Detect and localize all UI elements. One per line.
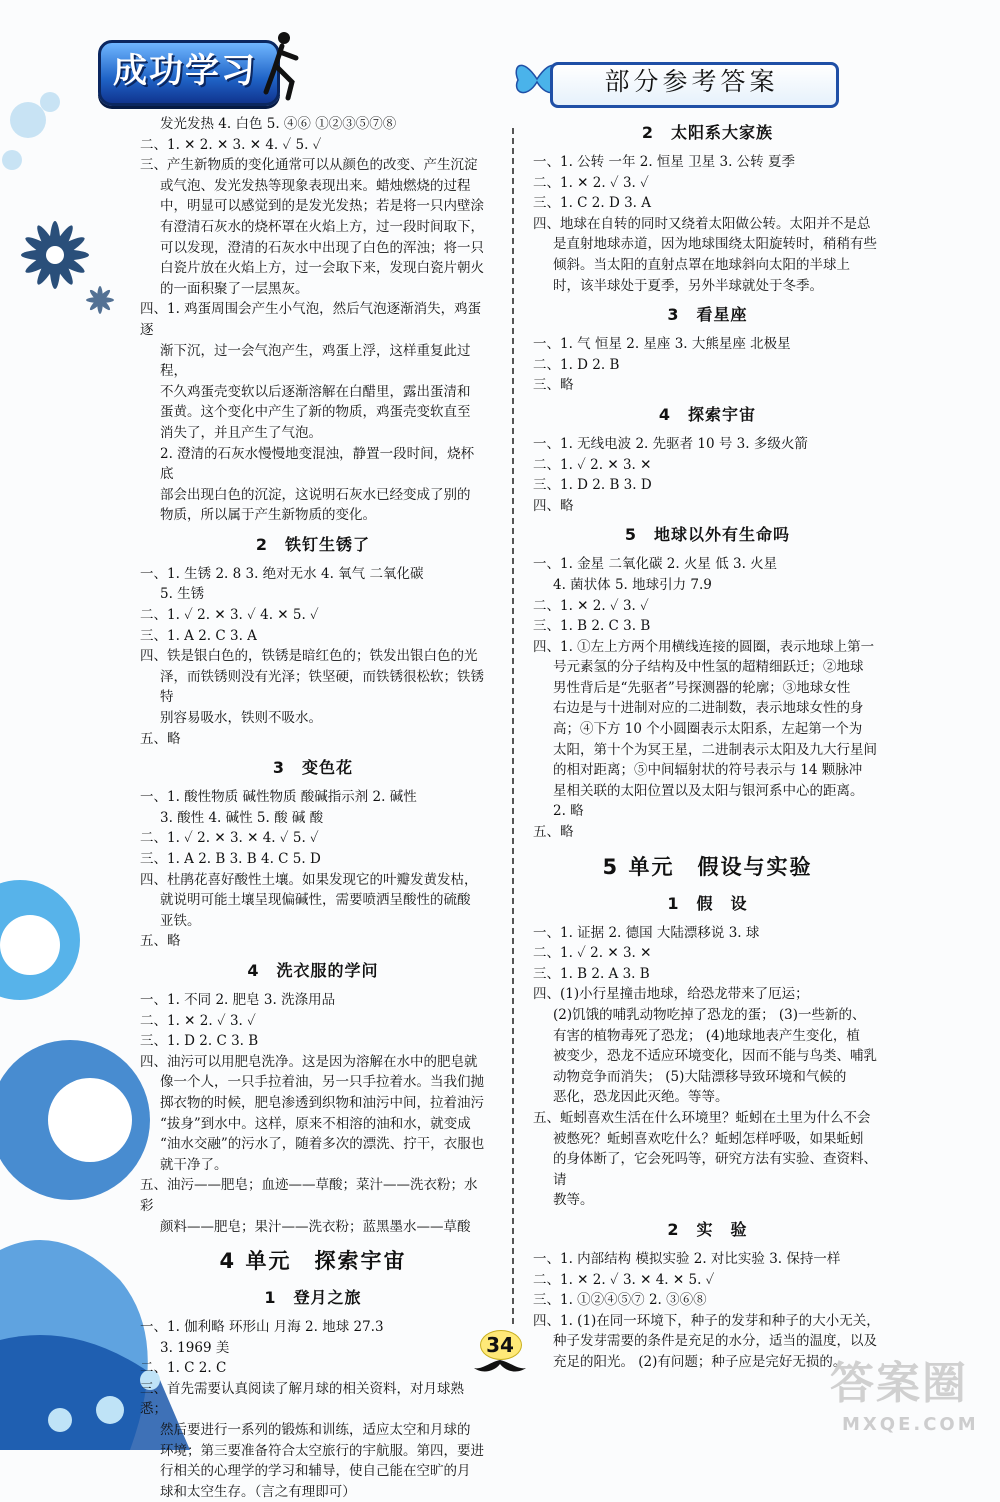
- answer-line: 三、略: [533, 377, 574, 394]
- answer-line: 二、1. ✕ 2. ✕ 3. ✕ 4. ✓ 5. ✓: [140, 136, 322, 153]
- answer-line: 部会出现白色的沉淀，这说明石灰水已经变成了别的: [160, 486, 471, 503]
- answer-line: 三、1. ①②④⑤⑦ 2. ③⑥⑧: [533, 1292, 707, 1309]
- answer-line: 五、略: [533, 824, 574, 841]
- answer-line: 三、1. D 2. C 3. B: [140, 1033, 259, 1050]
- answer-line: 太阳，第十个为冥王星，二进制表示太阳及九大行星间: [553, 741, 877, 758]
- answer-line: 四、油污可以用肥皂洗净。这是因为溶解在水中的肥皂就: [140, 1053, 478, 1070]
- answer-line: 动物竞争而消失； (5)大陆漂移导致环境和气候的: [553, 1068, 847, 1085]
- answer-line: 是直射地球赤道，因为地球围绕太阳旋转时，稍稍有些: [553, 236, 877, 253]
- answer-line: 一、1. 酸性物质 碱性物质 酸碱指示剂 2. 碱性: [140, 789, 417, 806]
- answer-line: 二、1. ✓ 2. ✕ 3. ✕: [533, 456, 652, 473]
- answer-line: 3. 1969 美: [160, 1339, 230, 1356]
- answer-line: 四、1. (1)在同一环境下，种子的发芽和种子的大小无关，: [533, 1312, 880, 1329]
- answer-line: 五、油污——肥皂；血迹——草酸；菜汁——洗衣粉；水彩: [140, 1177, 478, 1214]
- rusting-nail-answers: [140, 564, 486, 749]
- page-title: 部分参考答案: [604, 67, 779, 96]
- answer-line: 被变少，恐龙不适应环境变化，因而不能与鸟类、哺乳: [553, 1048, 877, 1065]
- answer-line: 3. 酸性 4. 碱性 5. 酸 碱 酸: [160, 809, 324, 826]
- answer-line: 男性背后是“先驱者”号探测器的轮廓；③地球女性: [553, 679, 851, 696]
- answer-line: 发光发热 4. 白色 5. ④⑥ ①②③⑤⑦⑧: [160, 116, 397, 132]
- answer-line: 的一面积聚了一层黑灰。: [160, 280, 309, 297]
- experiment-answers: [533, 1249, 882, 1373]
- answer-line: (2)饥饿的哺乳动物吃掉了恐龙的蛋； (3)一些新的、: [553, 1007, 866, 1023]
- answer-line: 2. 略: [553, 803, 584, 820]
- leaf-ornament-icon: [472, 1356, 528, 1376]
- section-title-solar-system: 2 太阳系大家族: [641, 123, 774, 142]
- answer-line: 白瓷片放在火焰上方，过一会取下来，发现白瓷片朝火: [160, 260, 484, 277]
- answer-line: 一、1. 公转 一年 2. 恒星 卫星 3. 公转 夏季: [533, 154, 795, 170]
- answer-line: 就干净了。: [160, 1156, 228, 1173]
- answer-line: 一、1. 证据 2. 德国 大陆漂移说 3. 球: [533, 924, 760, 941]
- unit-title-explore-universe: 4 单元 探索宇宙: [219, 1249, 407, 1274]
- answer-line: “拔身”到水中。这样，原来不相溶的油和水，就变成: [160, 1115, 471, 1132]
- answer-line: 一、1. 无线电波 2. 先驱者 10 号 3. 多级火箭: [533, 435, 808, 452]
- answer-line: “油水交融”的污水了，随着多次的漂洗、拧干，衣服也: [160, 1136, 485, 1153]
- answer-line: 不久鸡蛋壳变软以后逐渐溶解在白醋里，露出蛋清和: [160, 383, 471, 400]
- answer-line: 四、1. ①左上方两个用横线连接的圆圈，表示地球上第一: [533, 638, 875, 655]
- answer-line: 2. 澄清的石灰水慢慢地变混浊，静置一段时间，烧杯底: [160, 445, 475, 483]
- answer-line: 四、略: [533, 497, 574, 514]
- answer-line: 掷衣物的时候，肥皂渗透到织物和油污中间，拉着油污: [160, 1094, 484, 1111]
- answer-line: 二、1. ✕ 2. ✓ 3. ✓: [140, 1012, 256, 1029]
- answer-line: 别容易吸水，铁则不吸水。: [160, 710, 322, 727]
- left-column: [140, 114, 486, 1502]
- answer-line: 三、产生新物质的变化通常可以从颜色的改变、产生沉淀: [140, 157, 478, 174]
- constellations-answers: [533, 334, 882, 396]
- answer-line: 环境；第三要准备符合太空旅行的宇航服。第四，要进: [160, 1442, 484, 1459]
- answer-line: 高；④下方 10 个小圆圈表示太阳系，左起第一个为: [553, 721, 863, 738]
- column-divider: [512, 128, 514, 1324]
- section-title-experiment: 2 实 验: [667, 1219, 748, 1239]
- left-intro-block: [140, 114, 486, 526]
- answer-line: 四、杜鹃花喜好酸性土壤。如果发现它的叶瓣发黄发枯，: [140, 871, 478, 888]
- answer-line: 物质，所以属于产生新物质的变化。: [160, 507, 376, 524]
- answer-line: 恶化，恐龙因此灭绝。等等。: [553, 1089, 729, 1106]
- section-title-life-beyond-earth: 5 地球以外有生命吗: [624, 525, 791, 545]
- answer-line: 倾斜。当太阳的直射点罩在地球斜向太阳的半球上: [553, 256, 850, 273]
- answer-line: 渐下沉，过一会气泡产生，鸡蛋上浮，这样重复此过程，: [160, 342, 471, 380]
- flower-decoration-icon: [0, 80, 130, 340]
- section-title-laundry: 4 洗衣服的学问: [247, 960, 379, 980]
- answer-line: 号元素氢的分子结构及中性氢的超精细跃迁；②地球: [553, 659, 864, 676]
- answer-line: 消失了，并且产生了气泡。: [160, 424, 322, 441]
- laundry-answers: [140, 990, 486, 1237]
- answer-line: 或气泡、发光发热等现象表现出来。蜡烛燃烧的过程: [160, 177, 471, 194]
- answer-line: 可以发现，澄清的石灰水中出现了白色的浑浊；将一只: [160, 239, 484, 256]
- answer-line: 右边是与十进制对应的二进制数，表示地球女性的身: [553, 700, 864, 717]
- answer-line: 一、1. 不同 2. 肥皂 3. 洗涤用品: [140, 991, 336, 1008]
- answer-line: 被憋死？蚯蚓喜欢吃什么？蚯蚓怎样呼吸，如果蚯蚓: [553, 1130, 864, 1147]
- answer-line: 五、略: [140, 933, 181, 950]
- watermark-site: MXQE.COM: [842, 1414, 979, 1435]
- answer-line: 二、1. ✕ 2. ✓ 3. ✓: [533, 174, 649, 191]
- answer-line: 四、铁是银白色的，铁锈是暗红色的；铁发出银白色的光: [140, 648, 478, 665]
- answer-line: 种子发芽需要的条件是充足的水分，适当的温度，以及: [553, 1333, 877, 1350]
- answer-line: 三、1. A 2. B 3. B 4. C 5. D: [140, 851, 321, 867]
- answer-line: 时，该半球处于夏季，另外半球就处于冬季。: [553, 277, 823, 294]
- answer-line: 的身体断了，它会死吗等，研究方法有实验、查资料、请: [553, 1151, 877, 1188]
- answer-line: 五、略: [140, 730, 181, 747]
- answer-line: 球和太空生存。（言之有理即可）: [160, 1483, 356, 1500]
- answer-line: 二、1. ✓ 2. ✕ 3. ✓ 4. ✕ 5. ✓: [140, 607, 319, 624]
- watermark-logo: 答案圈: [830, 1358, 968, 1409]
- answer-line: 教等。: [553, 1192, 594, 1209]
- answer-line: 二、1. ✓ 2. ✕ 3. ✕ 4. ✓ 5. ✓: [140, 830, 319, 847]
- answer-line: 充足的阳光。 (2)有问题；种子应是完好无损的。: [553, 1353, 847, 1370]
- answer-line: 有澄清石灰水的烧杯罩在火焰上方，过一段时间取下，: [160, 218, 484, 235]
- answer-line: 一、1. 伽利略 环形山 月海 2. 地球 27.3: [140, 1319, 384, 1336]
- page-number: 34: [486, 1333, 514, 1357]
- answer-line: 三、1. B 2. A 3. B: [533, 965, 650, 982]
- section-title-moon-trip: 1 登月之旅: [264, 1288, 362, 1308]
- answer-line: 的相对距离；⑤中间辐射状的符号表示与 14 颗脉冲: [553, 762, 863, 779]
- answer-line: 中，明显可以感觉到的是发光发热；若是将一只内壁涂: [160, 198, 484, 215]
- answer-line: 蛋黄。这个变化中产生了新的物质，鸡蛋壳变软直至: [160, 404, 471, 421]
- answer-line: 四、地球在自转的同时又绕着太阳做公转。太阳并不是总: [533, 215, 871, 232]
- section-title-hypothesis: 1 假 设: [667, 893, 748, 913]
- answer-line: 有害的植物毒死了恐龙； (4)地球地表产生变化，植: [553, 1027, 860, 1044]
- answer-line: 亚铁。: [160, 912, 201, 929]
- answer-line: 5. 生锈: [160, 586, 205, 603]
- color-flower-answers: [140, 787, 486, 952]
- unit-title-hypothesis-experiment: 5 单元 假设与实验: [602, 854, 813, 879]
- answer-line: 一、1. 生锈 2. 8 3. 绝对无水 4. 氧气 二氧化碳: [140, 565, 424, 582]
- answer-line: 行相关的心理学的学习和辅导，使自己能在空旷的月: [160, 1463, 471, 1480]
- answer-line: 四、(1)小行星撞击地球，给恐龙带来了厄运；: [533, 986, 809, 1003]
- answer-line: 三、1. A 2. C 3. A: [140, 627, 257, 644]
- answer-line: 泽，而铁锈则没有光泽；铁坚硬，而铁锈很松软；铁锈特: [160, 668, 484, 706]
- solar-system-answers: [533, 152, 882, 296]
- answer-line: 就说明可能土壤呈现偏碱性，需要喷洒呈酸性的硫酸: [160, 892, 471, 909]
- answer-line: 像一个人，一只手拉着油，另一只手拉着水。当我们抛: [160, 1074, 484, 1091]
- section-title-constellations: 3 看星座: [667, 305, 748, 325]
- section-title-explore-universe: 4 探索宇宙: [658, 404, 757, 424]
- answer-line: 然后要进行一系列的锻炼和训练，适应太空和月球的: [160, 1422, 471, 1439]
- answer-line: 二、1. D 2. B: [533, 356, 620, 373]
- answer-line: 五、蚯蚓喜欢生活在什么环境里？蚯蚓在土里为什么不会: [533, 1109, 871, 1126]
- answer-line: 三、1. B 2. C 3. B: [533, 618, 651, 635]
- moon-trip-answers: [140, 1317, 486, 1502]
- right-column: [533, 114, 882, 1373]
- answer-line: 一、1. 气 恒星 2. 星座 3. 大熊星座 北极星: [533, 336, 791, 353]
- answer-line: 4. 菌状体 5. 地球引力 7.9: [553, 576, 712, 593]
- answer-line: 二、1. C 2. C: [140, 1360, 227, 1377]
- explore-universe-answers: [533, 434, 882, 516]
- hypothesis-answers: [533, 923, 882, 1211]
- answer-line: 颜料——肥皂；果汁——洗衣粉；蓝黑墨水——草酸: [160, 1218, 471, 1235]
- answer-line: 一、1. 金星 二氧化碳 2. 火星 低 3. 火星: [533, 556, 778, 573]
- answer-line: 三、1. D 2. B 3. D: [533, 477, 652, 494]
- answer-line: 二、1. ✕ 2. ✓ 3. ✕ 4. ✕ 5. ✓: [533, 1271, 715, 1288]
- brand-title: 成功学习: [113, 51, 257, 91]
- answer-line: 二、1. ✕ 2. ✓ 3. ✓: [533, 597, 649, 614]
- answer-line: 三、首先需要认真阅读了解月球的相关资料，对月球熟悉；: [140, 1380, 464, 1418]
- answer-line: 一、1. 内部结构 模拟实验 2. 对比实验 3. 保持一样: [533, 1250, 841, 1267]
- life-beyond-earth-answers: [533, 554, 882, 842]
- answer-line: 三、1. C 2. D 3. A: [533, 195, 651, 212]
- section-title-rusting-nail: 2 铁钉生锈了: [255, 534, 371, 554]
- answer-line: 二、1. ✓ 2. ✕ 3. ✕: [533, 945, 652, 962]
- runner-silhouette-icon: [262, 30, 302, 100]
- answer-line: 四、1. 鸡蛋周围会产生小气泡，然后气泡逐渐消失，鸡蛋逐: [140, 301, 482, 338]
- section-title-color-flower: 3 变色花: [272, 758, 354, 778]
- answer-line: 星相关联的太阳位置以及太阳与银河系中心的距离。: [553, 782, 864, 799]
